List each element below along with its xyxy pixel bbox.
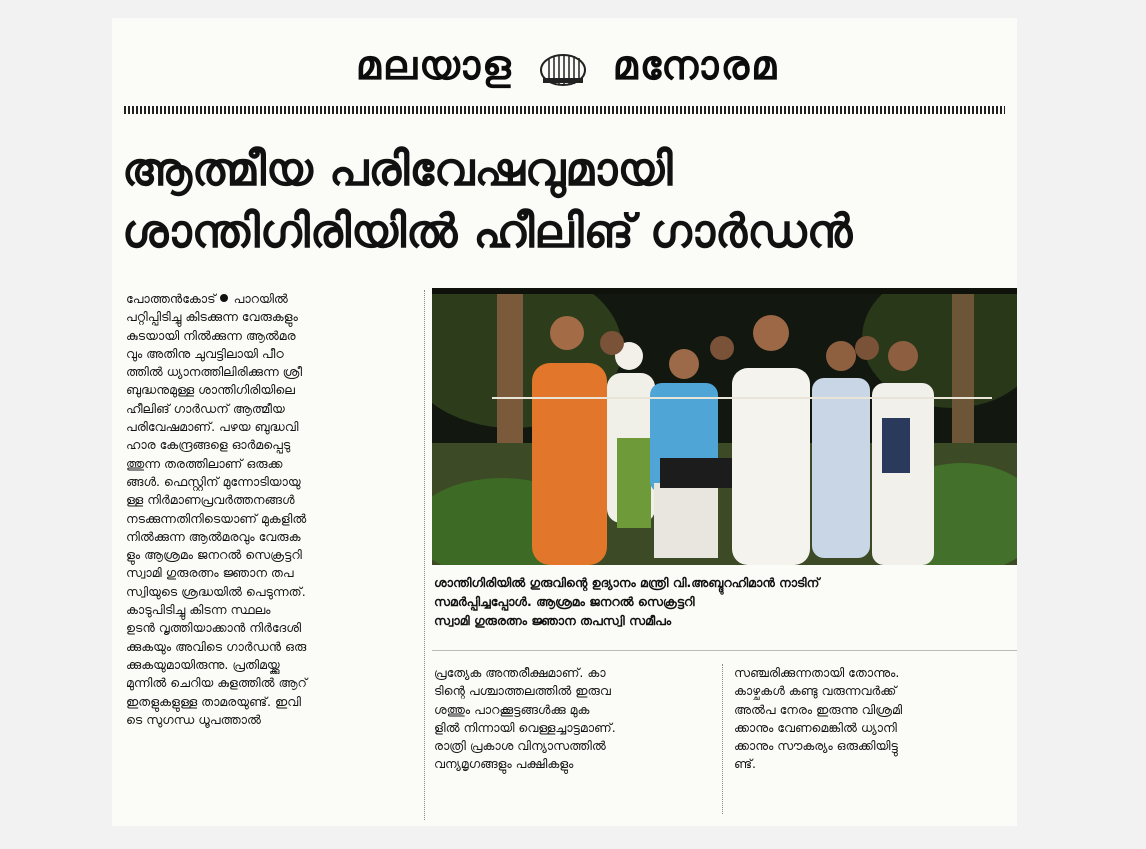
headline-line-2: ശാന്തിഗിരിയിൽ ഹീലിങ് ഗാർഡൻ <box>122 204 853 258</box>
event-photo <box>432 288 1017 565</box>
column-1-text: പാറയിൽ പറ്റിപ്പിടിച്ചു കിടക്കുന്ന വേരുകളും കുടയായി നിൽക്കുന്ന ആൽമര വും അതിനു ചുവട്ടിലായി പീഠ ത്തിൽ ധ്യാനത്തിലിരിക്കുന്ന ശ്രീ ബുദ്ധനുമുള്ള ശാന്തിഗിരിയിലെ ഹീലിങ് ഗാർഡന് ആത്മീയ പരിവേഷമാണ്. പഴയ ബുദ്ധവി ഹാര കേന്ദ്രങ്ങളെ ഓർമപ്പെടു ത്തുന്ന തരത്തിലാണ് ഒരുക്ക ങ്ങൾ. ഫെസ്റ്റിന് മുന്നോടിയായു ള്ള നിർമാണപ്രവർത്തനങ്ങൾ നടക്കുന്നതിനിടെയാണ് മുകളിൽ നിൽക്കുന്ന ആൽമരവും വേരുക ളും ആശ്രമം ജനറൽ സെക്രട്ടറി സ്വാമി ഗുരുരത്നം ജ്ഞാന തപ സ്വിയുടെ ശ്രദ്ധയിൽ പെടുന്നത്. കാടുപിടിച്ചു കിടന്ന സ്ഥലം ഉടൻ വൃത്തിയാക്കാൻ നിർദേശി ക്കുകയും അവിടെ ഗാർഡൻ ഒരു ക്കുകയുമായിരുന്നു. പ്രതിമയ്ക്കു മുന്നിൽ ചെറിയ കുളത്തിൽ ആറ് ഇതളുകളുള്ള താമരയുണ്ട്. ഇവി ടെ സുഗന്ധ ധൂപത്താൽ <box>126 291 307 727</box>
dateline: പോത്തൻകോട് <box>126 291 216 306</box>
bullet-icon <box>220 294 228 302</box>
article-column-3: സഞ്ചരിക്കുന്നതായി തോന്നും. കാഴ്ചകൾ കണ്ടു വരുന്നവർക്ക് അൽപ നേരം ഇരുന്നു വിശ്രമി ക്കാനും വേണമെങ്കിൽ ധ്യാനി ക്കാനും സൗകര്യം ഒരുക്കിയിട്ടു ണ്ട്. <box>734 665 903 772</box>
caption-rule <box>432 650 1017 651</box>
photo-caption: ശാന്തിഗിരിയിൽ ഗുരുവിന്റെ ഉദ്യാനം മന്ത്രി വി.അബ്ദുറഹിമാൻ നാടിന് സമർപ്പിച്ചപ്പോൾ. ആശ്രമം ജനറൽ സെക്രട്ടറി സ്വാമി ഗുരുരത്നം ജ്ഞാന തപസ്വി സമീപം <box>434 575 820 628</box>
headline <box>122 138 1002 262</box>
article-column-2: പ്രത്യേക അന്തരീക്ഷമാണ്. കാ ടിന്റെ പശ്ചാത്തലത്തിൽ ഇരുവ ശത്തും പാറക്കൂട്ടങ്ങൾക്കു മുക ളിൽ നിന്നായി വെള്ളച്ചാട്ടമാണ്. രാത്രി പ്രകാശ വിന്യാസത്തിൽ വന്യമൃഗങ്ങളും പക്ഷികളും <box>434 665 616 772</box>
newspaper-clipping <box>112 18 1017 826</box>
column-divider <box>424 290 425 820</box>
headline-line-1: ആത്മീയ പരിവേഷവുമായി <box>122 142 673 196</box>
article-column-1 <box>126 290 418 729</box>
masthead-rule <box>124 106 1005 114</box>
emblem-icon <box>537 48 589 88</box>
masthead-right: മനോരമ <box>612 43 779 89</box>
column-divider <box>722 664 723 814</box>
masthead-logo <box>307 43 827 89</box>
masthead-left: മലയാള <box>355 43 513 89</box>
